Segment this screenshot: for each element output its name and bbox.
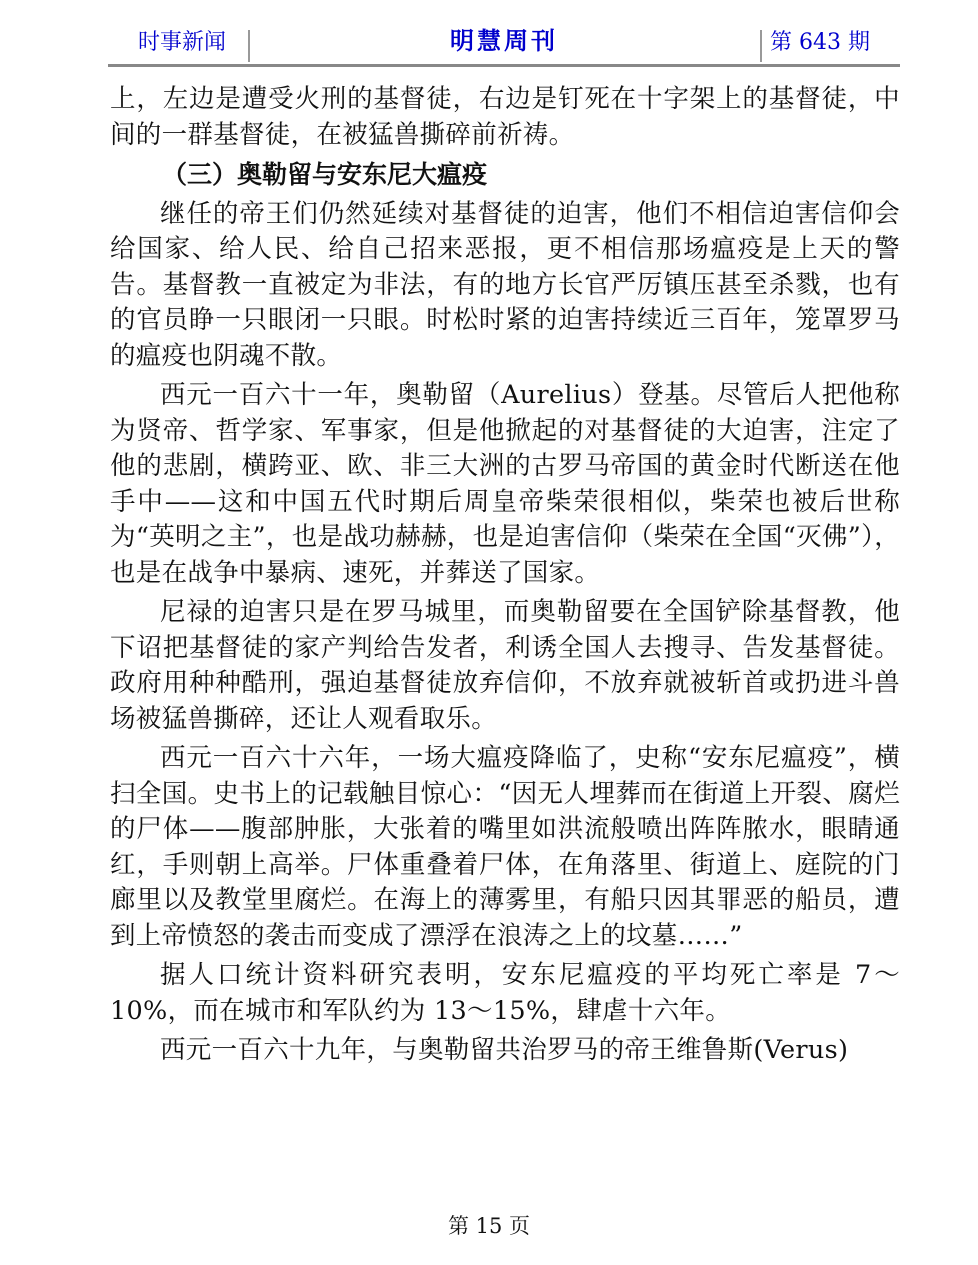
publication-title: 明慧周刊 (450, 27, 558, 55)
article-body (110, 82, 900, 1073)
paragraph: 西元一百六十六年，一场大瘟疫降临了，史称“安东尼瘟疫”，横扫全国。史书上的记载触目惊心：“因无人埋葬而在街道上开裂、腐烂的尸体——腹部肿胀，大张着的嘴里如洪流般喷出阵阵脓水，眼睛通红，手则朝上高举。尸体重叠着尸体，在角落里、街道上、庭院的门廊里以及教堂里腐烂。在海上的薄雾里，有船只因其罪恶的船员，遭到上帝愤怒的袭击而变成了漂浮在浪涛之上的坟墓……” (110, 743, 900, 951)
paragraph-continuation: 上，左边是遭受火刑的基督徒，右边是钉死在十字架上的基督徒，中间的一群基督徒，在被猛兽撕碎前祈祷。 (110, 84, 900, 150)
page-number: 第 15 页 (447, 1214, 531, 1238)
header-rule (108, 64, 900, 67)
section-heading: （三）奥勒留与安东尼大瘟疫 (162, 160, 488, 189)
paragraph: 尼禄的迫害只是在罗马城里，而奥勒留要在全国铲除基督教，他下诏把基督徒的家产判给告发者，利诱全国人去搜寻、告发基督徒。政府用种种酷刑，强迫基督徒放弃信仰，不放弃就被斩首或扔进斗兽场被猛兽撕碎，还让人观看取乐。 (110, 597, 900, 734)
paragraph: 西元一百六十九年，与奥勒留共治罗马的帝王维鲁斯(Verus) (160, 1035, 849, 1065)
page-header (108, 22, 900, 66)
section-label: 时事新闻 (138, 30, 227, 55)
paragraph: 西元一百六十一年，奥勒留（Aurelius）登基。尽管后人把他称为贤帝、哲学家、军事家，但是他掀起的对基督徒的大迫害，注定了他的悲剧，横跨亚、欧、非三大洲的古罗马帝国的黄金时代断送在他手中——这和中国五代时期后周皇帝柴荣很相似，柴荣也被后世称为“英明之主”，也是战功赫赫，也是迫害信仰（柴荣在全国“灭佛”），也是在战争中暴病、速死，并葬送了国家。 (110, 380, 900, 588)
paragraph: 据人口统计资料研究表明，安东尼瘟疫的平均死亡率是 7～10%，而在城市和军队约为 13～15%，肆虐十六年。 (110, 960, 900, 1026)
paragraph: 继任的帝王们仍然延续对基督徒的迫害，他们不相信迫害信仰会给国家、给人民、给自己招来恶报，更不相信那场瘟疫是上天的警告。基督教一直被定为非法，有的地方长官严厉镇压甚至杀戮，也有的官员睁一只眼闭一只眼。时松时紧的迫害持续近三百年，笼罩罗马的瘟疫也阴魂不散。 (110, 198, 900, 371)
header-divider (760, 30, 762, 62)
issue-number: 第 643 期 (770, 30, 870, 55)
